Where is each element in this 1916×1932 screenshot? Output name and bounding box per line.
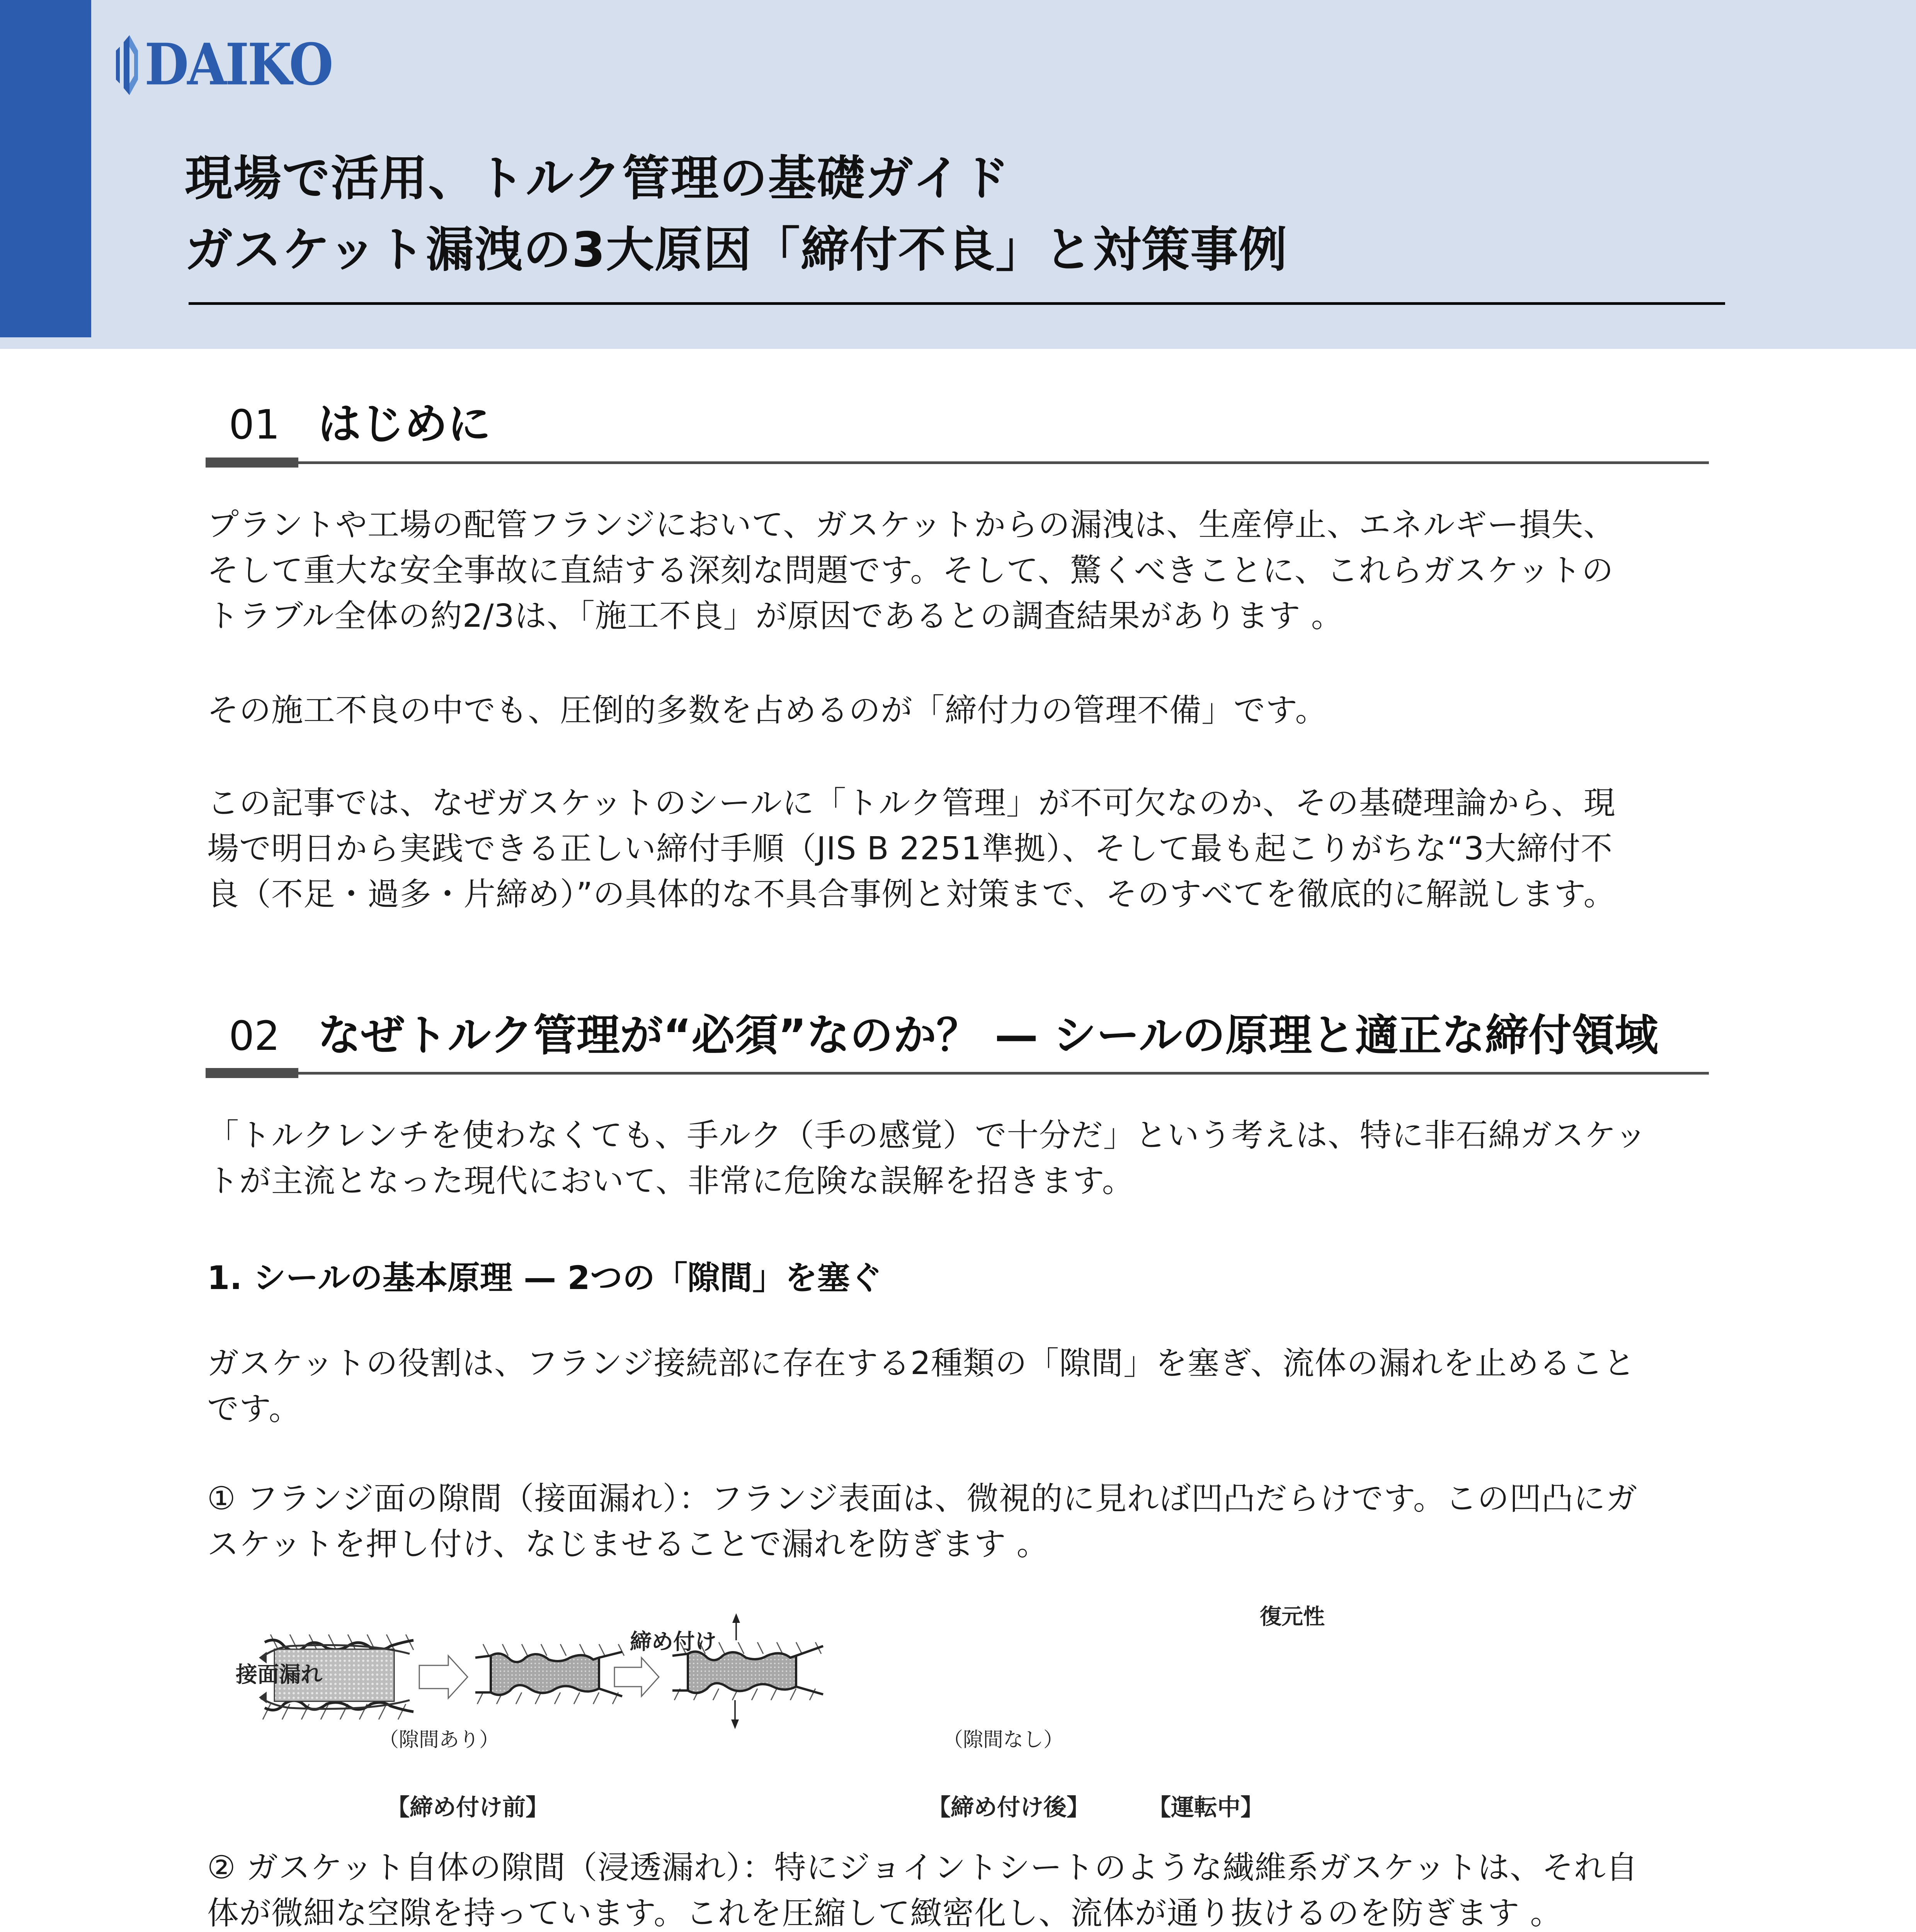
text-line: 良（不足・過多・片締め）”の具体的な不具合事例と対策まで、そのすべてを徹底的に解説します。 xyxy=(207,876,1616,913)
leak-type-label: 接面漏れ xyxy=(236,1662,322,1687)
section-number: 02 xyxy=(229,1012,280,1060)
transition-arrow xyxy=(419,1656,468,1698)
section-02-intro xyxy=(207,1113,1714,1204)
title-line-1: 現場で活用、トルク管理の基礎ガイド xyxy=(185,151,1010,206)
intro-paragraph-3 xyxy=(207,781,1714,917)
text-line: ガスケットの役割は、フランジ接続部に存在する2種類の「隙間」を塞ぎ、流体の漏れを止めること xyxy=(207,1345,1635,1382)
text-line: プラントや工場の配管フランジにおいて、ガスケットからの漏洩は、生産停止、エネルギー損失、 xyxy=(207,507,1616,543)
text-line: 「トルクレンチを使わなくても、手ルク（手の感覚）で十分だ」という考えは、特に非石綿ガスケッ xyxy=(207,1117,1647,1154)
logo-mark-icon xyxy=(116,35,139,95)
restore-label: 復元性 xyxy=(1260,1604,1325,1629)
stage-caption: 【締め付け後】 xyxy=(927,1794,1090,1821)
subsection-1-paragraph xyxy=(207,1341,1714,1432)
section-rule xyxy=(206,461,1709,464)
text-line: この記事では、なぜガスケットのシールに「トルク管理」が不可欠なのか、その基礎理論から、現 xyxy=(207,785,1616,821)
subsection-heading-1: 1. シールの基本原理 — 2つの「隙間」を塞ぐ xyxy=(207,1259,882,1297)
text-line: トが主流となった現代において、非常に危険な誤解を招きます。 xyxy=(207,1163,1134,1199)
logo-wordmark: DAIKO xyxy=(145,31,332,99)
point-2-gasket-gap xyxy=(207,1845,1714,1932)
company-logo xyxy=(116,31,332,99)
text-line: その施工不良の中でも、圧倒的多数を占めるのが「締付力の管理不備」です。 xyxy=(207,692,1327,729)
text-line: です。 xyxy=(207,1391,301,1427)
text-line: トラブル全体の約2/3は、「施工不良」が原因であるとの調査結果があります 。 xyxy=(207,598,1343,634)
intro-paragraph-2 xyxy=(207,688,1714,733)
point-1-flange-gap xyxy=(207,1476,1714,1567)
stage-note: （隙間あり） xyxy=(379,1728,500,1752)
text-line: 場で明日から実践できる正しい締付手順（JIS B 2251準拠）、そして最も起こりがちな“3大締付不 xyxy=(207,830,1613,867)
header-accent-bar xyxy=(0,0,91,337)
text-line: そして重大な安全事故に直結する深刻な問題です。そして、驚くべきことに、これらガスケットの xyxy=(207,552,1614,589)
arrow-up-icon xyxy=(732,1613,740,1623)
figure-surface-leak xyxy=(213,1584,1411,1835)
stage-caption: 【締め付け前】 xyxy=(386,1794,549,1821)
stage-note: （隙間なし） xyxy=(943,1728,1064,1752)
section-rule xyxy=(206,1072,1709,1075)
transition-arrow xyxy=(614,1658,659,1696)
title-divider xyxy=(189,302,1725,305)
section-01-header xyxy=(206,386,1713,471)
section-title: なぜトルク管理が“必須”なのか？ — シールの原理と適正な締付領域 xyxy=(318,1010,1658,1061)
title-line-2: ガスケット漏洩の3大原因「締付不良」と対策事例 xyxy=(185,222,1288,278)
tighten-label: 締め付け xyxy=(630,1629,716,1655)
arrow-down-icon xyxy=(731,1719,739,1729)
stage-after-tightening xyxy=(475,1644,624,1704)
intro-paragraph-1 xyxy=(207,502,1714,639)
section-02-header xyxy=(206,1001,1713,1086)
text-line: ① フランジ面の隙間（接面漏れ）：フランジ表面は、微視的に見れば凹凸だらけです。この凹凸にガ xyxy=(207,1480,1638,1517)
section-title: はじめに xyxy=(318,399,491,449)
section-number: 01 xyxy=(229,401,280,448)
text-line: ② ガスケット自体の隙間（浸透漏れ）：特にジョイントシートのような繊維系ガスケットは、それ自 xyxy=(207,1849,1638,1886)
text-line: スケットを押し付け、なじませることで漏れを防ぎます 。 xyxy=(207,1526,1049,1563)
stage-caption: 【運転中】 xyxy=(1148,1794,1264,1821)
document-title xyxy=(185,143,1288,286)
text-line: 体が微細な空隙を持っています。これを圧縮して緻密化し、流体が通り抜けるのを防ぎます 。 xyxy=(207,1895,1562,1932)
